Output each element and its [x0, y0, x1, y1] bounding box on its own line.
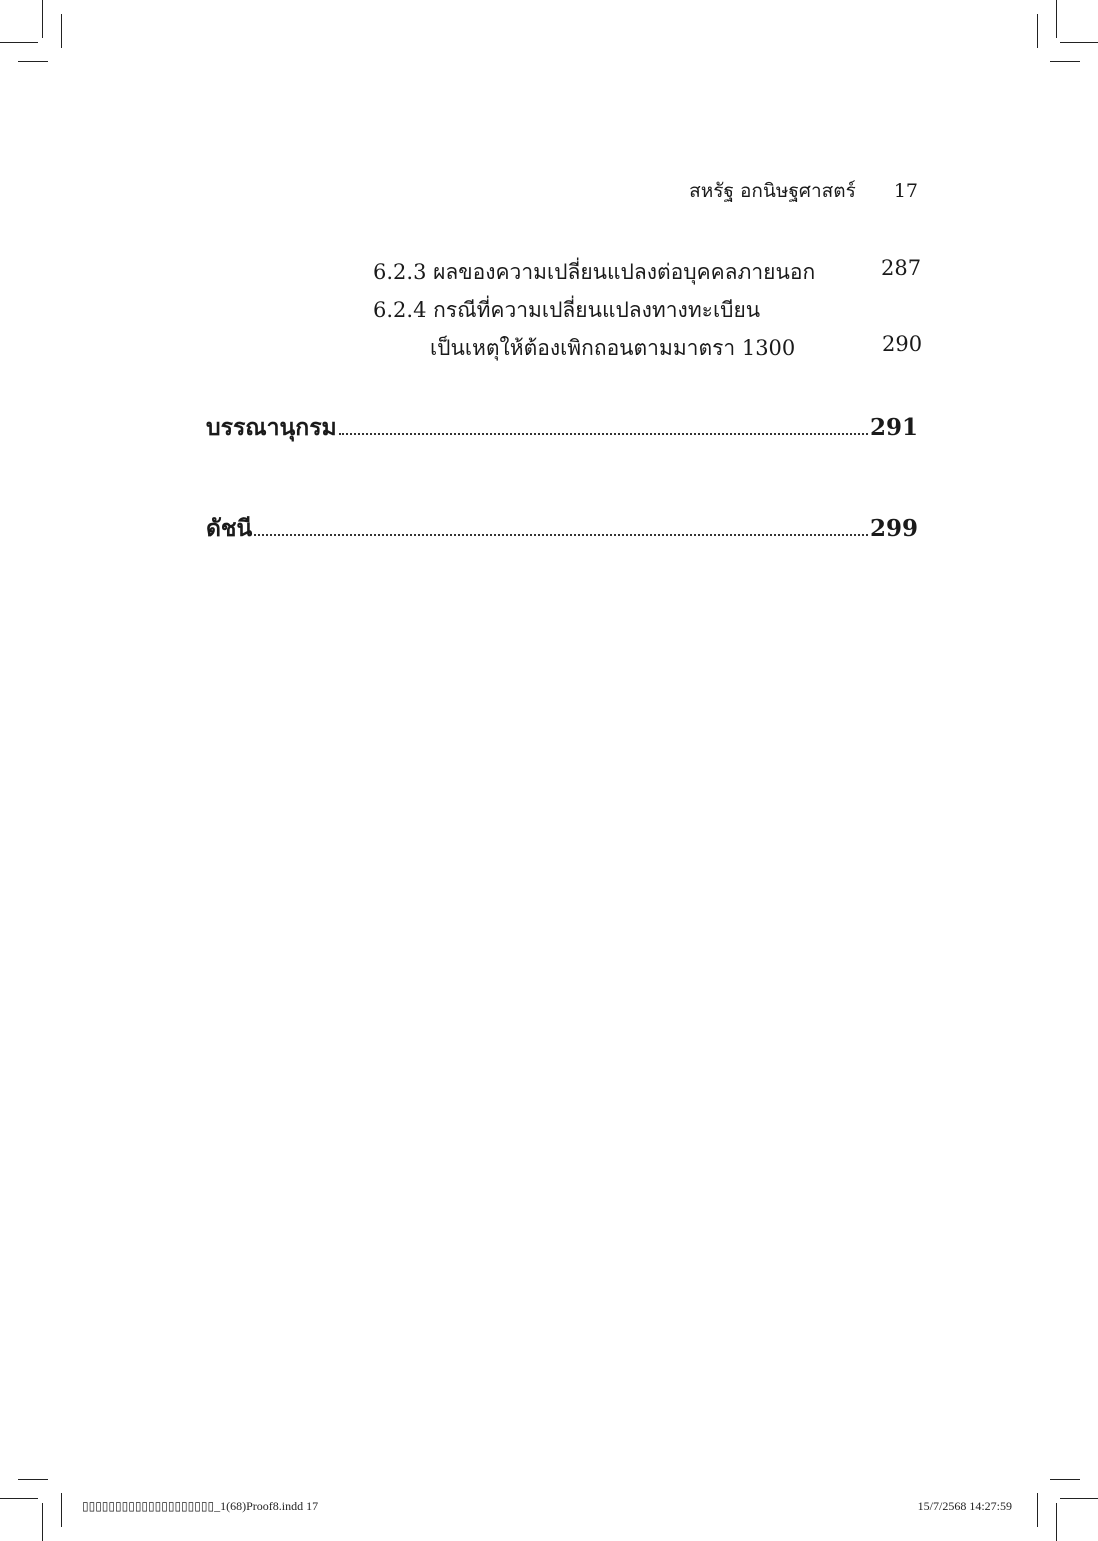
toc-entry-text: 6.2.3 ผลของความเปลี่ยนแปลงต่อบุคคลภายนอก — [373, 260, 816, 284]
slug-timestamp: 15/7/2568 14:27:59 — [917, 1499, 1012, 1513]
toc-entry-page: 290 — [882, 332, 923, 356]
toc-major-entry — [206, 511, 918, 547]
toc-major-page: 299 — [869, 515, 918, 542]
toc-entry — [373, 256, 922, 289]
crop-mark — [1060, 1498, 1098, 1499]
slug-file-name: ▯▯▯▯▯▯▯▯▯▯▯▯▯▯▯▯▯▯▯▯_1(68)Proof8.indd 17 — [82, 1499, 319, 1513]
crop-mark — [1056, 0, 1057, 38]
crop-mark — [0, 42, 38, 43]
crop-mark — [42, 0, 43, 38]
crop-mark — [1037, 1493, 1038, 1527]
dot-leader — [339, 433, 868, 435]
crop-mark — [18, 1479, 48, 1480]
crop-mark — [61, 14, 62, 48]
crop-mark — [61, 1493, 62, 1527]
crop-mark — [1060, 42, 1098, 43]
crop-mark — [1050, 1479, 1080, 1480]
toc-major-page: 291 — [869, 414, 918, 441]
toc-major-title: ดัชนี — [206, 515, 253, 542]
crop-mark — [1050, 61, 1080, 62]
crop-mark — [18, 61, 48, 62]
header-page-number: 17 — [893, 180, 918, 202]
toc-entry-page: 287 — [881, 256, 922, 280]
crop-mark — [1037, 14, 1038, 48]
toc-entry — [373, 294, 760, 327]
toc-major-entry — [206, 410, 918, 446]
header-author: สหรัฐ อกนิษฐศาสตร์ — [689, 180, 856, 202]
crop-mark — [0, 1498, 38, 1499]
dot-leader — [254, 534, 868, 536]
toc-entry-text: เป็นเหตุให้ต้องเพิกถอนตามมาตรา 1300 — [430, 336, 796, 360]
toc-major-title: บรรณานุกรม — [206, 414, 337, 441]
crop-mark — [1056, 1503, 1057, 1541]
crop-mark — [42, 1503, 43, 1541]
toc-entry-continuation — [430, 332, 923, 365]
running-header — [689, 176, 918, 206]
toc-entry-text: 6.2.4 กรณีที่ความเปลี่ยนแปลงทางทะเบียน — [373, 298, 761, 322]
